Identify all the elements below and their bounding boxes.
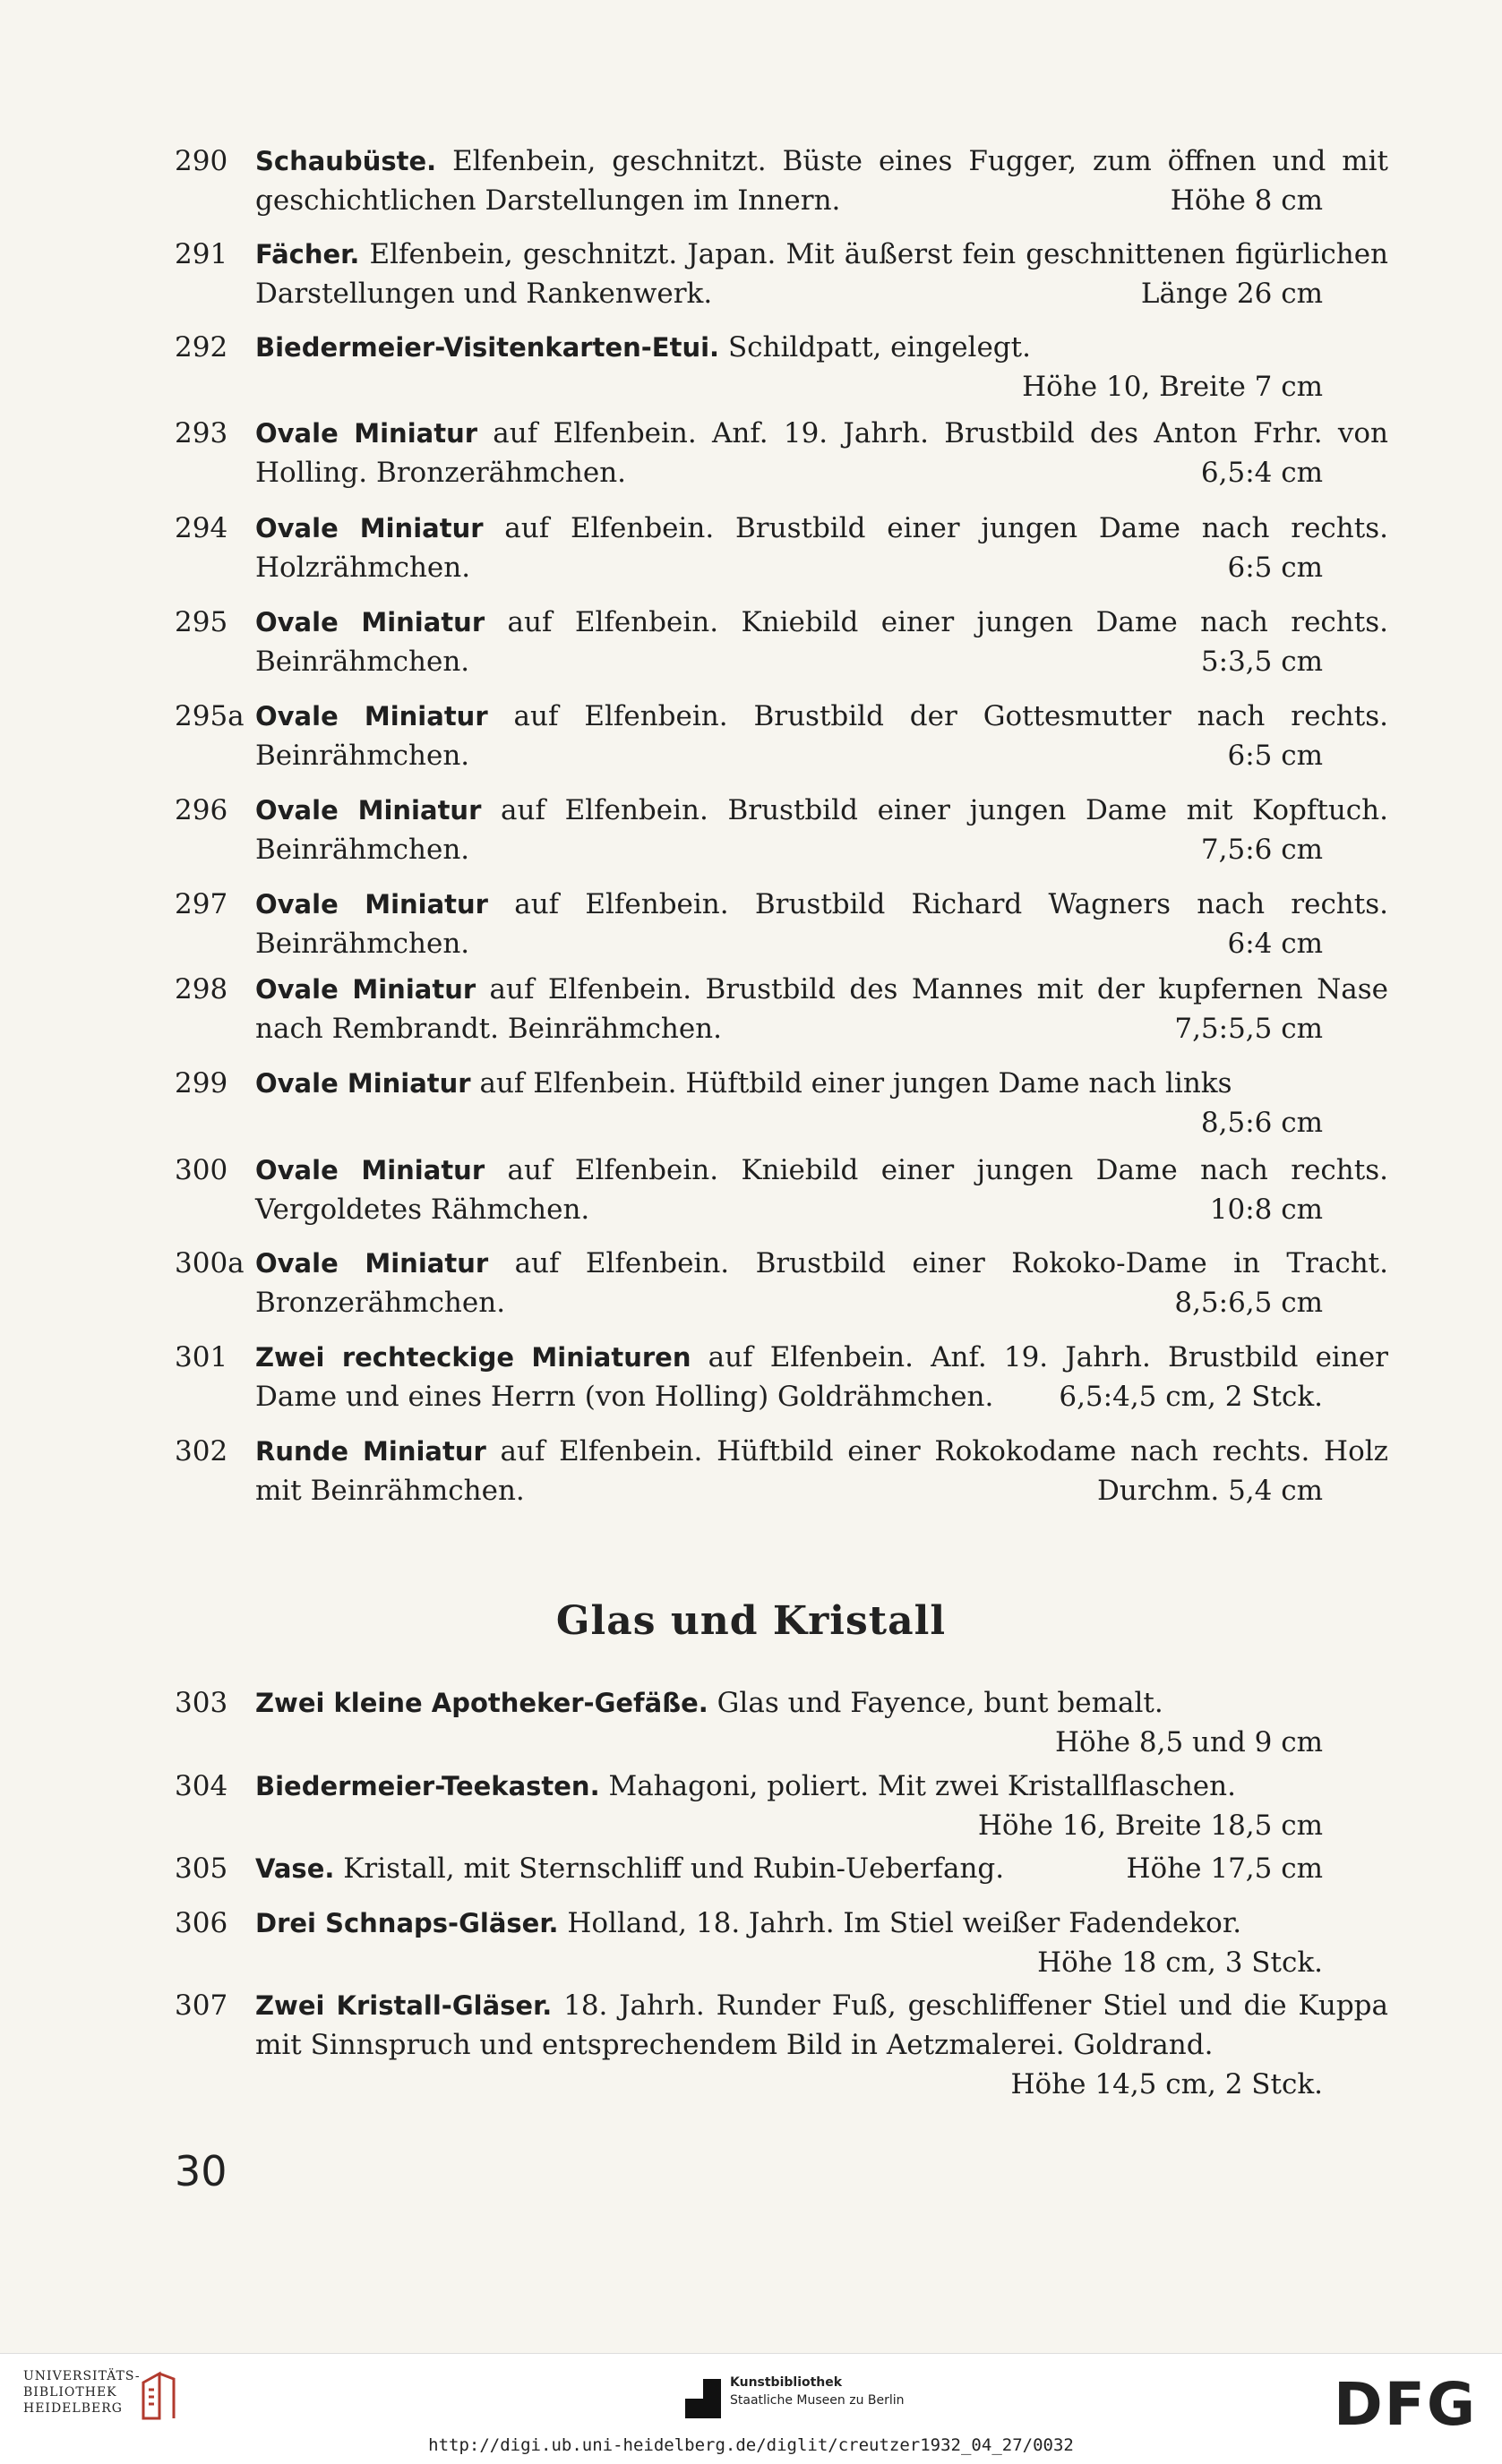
entry-number: 305 xyxy=(175,1852,228,1885)
entry-measure: 6:5 cm xyxy=(1227,552,1323,584)
entry-body: auf Elfenbein. Anf. 19. Jahrh. Brustbild des Anton Frhr. von Holling. Bronzerähmchen. xyxy=(255,417,1388,489)
entry-measure: 8,5:6,5 cm xyxy=(1174,1287,1323,1319)
entry-title: Ovale Miniatur xyxy=(255,795,482,826)
entry-title: Ovale Miniatur xyxy=(255,974,476,1005)
entry-number: 294 xyxy=(175,512,228,544)
kunstbibliothek-emblem-cut xyxy=(685,2379,703,2399)
logo-text: BIBLIOTHEK xyxy=(23,2385,117,2400)
entry-title: Ovale Miniatur xyxy=(255,513,484,543)
kunstbibliothek-logo[interactable] xyxy=(685,2374,918,2427)
entry-measure: Höhe 8 cm xyxy=(1170,184,1323,217)
entry-measure: 6,5:4,5 cm, 2 Stck. xyxy=(1059,1381,1323,1413)
entry-measure: Höhe 14,5 cm, 2 Stck. xyxy=(1010,2068,1323,2100)
entry-body: auf Elfenbein. Anf. 19. Jahrh. Brustbild einer Dame und eines Herrn (von Holling) Goldrähmchen. xyxy=(255,1341,1388,1413)
entry-number: 291 xyxy=(175,238,228,270)
university-library-logo[interactable] xyxy=(23,2368,193,2431)
entry-number: 301 xyxy=(175,1341,228,1373)
entry-number: 296 xyxy=(175,794,228,826)
entry-title: Ovale Miniatur xyxy=(255,889,488,920)
entry-body: Schildpatt, eingelegt. xyxy=(727,331,1031,364)
entry-body: Glas und Fayence, bunt bemalt. xyxy=(717,1687,1163,1719)
entry-title: Ovale Miniatur xyxy=(255,607,485,637)
entry-body: Mahagoni, poliert. Mit zwei Kristallflaschen. xyxy=(608,1770,1236,1802)
entry-number: 295a xyxy=(175,700,245,732)
entry-measure: 10:8 cm xyxy=(1209,1194,1323,1226)
entry-number: 304 xyxy=(175,1770,228,1802)
entry-body: auf Elfenbein. Kniebild einer jungen Dame nach rechts. Vergoldetes Rähmchen. xyxy=(255,1154,1388,1226)
entry-measure: Durchm. 5,4 cm xyxy=(1097,1475,1323,1507)
entry-number: 290 xyxy=(175,145,228,177)
entry-title: Zwei rechteckige Miniaturen xyxy=(255,1342,691,1373)
entry-measure: 6:4 cm xyxy=(1227,928,1323,960)
entry-title: Vase. xyxy=(255,1853,335,1884)
section-heading: Glas und Kristall xyxy=(555,1598,947,1644)
entry-body: auf Elfenbein. Hüftbild einer Rokokodame nach rechts. Holz mit Beinrähmchen. xyxy=(255,1435,1388,1507)
entry-body: auf Elfenbein. Brustbild einer jungen Dame mit Kopftuch. Beinrähmchen. xyxy=(255,794,1388,866)
entry-title: Fächer. xyxy=(255,239,360,270)
entry-measure: 5:3,5 cm xyxy=(1200,646,1323,678)
logo-text: HEIDELBERG xyxy=(23,2401,123,2416)
entry-number: 297 xyxy=(175,888,228,920)
entry-number: 300 xyxy=(175,1154,228,1186)
entry-body: auf Elfenbein. Hüftbild einer jungen Dame nach links xyxy=(479,1067,1232,1099)
entry-body: 18. Jahrh. Runder Fuß, geschliffener Stiel und die Kuppa mit Sinnspruch und entsprechendem Bild in Aetzmalerei. Goldrand. xyxy=(255,1989,1389,2061)
entry-measure: Höhe 10, Breite 7 cm xyxy=(1022,371,1323,403)
entry-title: Ovale Miniatur xyxy=(255,418,478,449)
page-number: 30 xyxy=(175,2147,227,2195)
entry-title: Biedermeier-Visitenkarten-Etui. xyxy=(255,332,720,363)
entry-body: Holland, 18. Jahrh. Im Stiel weißer Fadendekor. xyxy=(567,1907,1242,1939)
entry-title: Schaubüste. xyxy=(255,146,437,176)
entry-number: 306 xyxy=(175,1907,228,1939)
dfg-logo[interactable]: DFG xyxy=(1333,2370,1477,2439)
entry-measure: Höhe 8,5 und 9 cm xyxy=(1055,1726,1323,1758)
entry-body: Elfenbein, geschnitzt. Japan. Mit äußerst fein geschnittenen figürlichen Darstellungen und Rankenwerk. xyxy=(255,238,1388,310)
entry-body: Kristall, mit Sternschliff und Rubin-Ueberfang. xyxy=(343,1852,1005,1885)
entry-number: 293 xyxy=(175,417,228,449)
entry-body: auf Elfenbein. Brustbild Richard Wagners nach rechts. Beinrähmchen. xyxy=(255,888,1388,960)
entry-number: 295 xyxy=(175,606,228,638)
entry-number: 292 xyxy=(175,331,228,364)
logo-text: Kunstbibliothek xyxy=(730,2375,843,2390)
entry-title: Ovale Miniatur xyxy=(255,1155,485,1185)
entry-body: auf Elfenbein. Brustbild der Gottesmutter nach rechts. Beinrähmchen. xyxy=(255,700,1388,772)
library-emblem-icon xyxy=(138,2370,179,2422)
entry-measure: Höhe 16, Breite 18,5 cm xyxy=(977,1810,1323,1842)
entry-body: Elfenbein, geschnitzt. Büste eines Fugger, zum öffnen und mit geschichtlichen Darstellungen im Innern. xyxy=(255,145,1388,217)
entry-title: Ovale Miniatur xyxy=(255,1248,489,1279)
entry-number: 300a xyxy=(175,1247,245,1279)
entry-title: Zwei Kristall-Gläser. xyxy=(255,1990,553,2021)
footer-bar xyxy=(0,2353,1502,2464)
entry-measure: Höhe 18 cm, 3 Stck. xyxy=(1037,1946,1323,1979)
entry-number: 299 xyxy=(175,1067,228,1099)
entry-number: 303 xyxy=(175,1687,228,1719)
entry-title: Biedermeier-Teekasten. xyxy=(255,1771,600,1801)
entry-title: Ovale Miniatur xyxy=(255,1068,471,1099)
entry-measure: 7,5:5,5 cm xyxy=(1174,1013,1323,1045)
entry-title: Runde Miniatur xyxy=(255,1436,486,1467)
entry-title: Zwei kleine Apotheker-Gefäße. xyxy=(255,1688,708,1718)
logo-text: UNIVERSITÄTS- xyxy=(23,2369,141,2383)
entry-measure: 8,5:6 cm xyxy=(1200,1107,1323,1139)
entry-title: Drei Schnaps-Gläser. xyxy=(255,1908,559,1938)
entry-title: Ovale Miniatur xyxy=(255,701,488,732)
entry-number: 307 xyxy=(175,1989,228,2022)
entry-body: auf Elfenbein. Brustbild einer Rokoko-Dame in Tracht. Bronzerähmchen. xyxy=(255,1247,1388,1319)
entry-number: 302 xyxy=(175,1435,228,1467)
entry-measure: 6,5:4 cm xyxy=(1200,457,1323,489)
entry-measure: 6:5 cm xyxy=(1227,740,1323,772)
entry-number: 298 xyxy=(175,973,228,1005)
entry-measure: Länge 26 cm xyxy=(1140,278,1323,310)
entry-measure: Höhe 17,5 cm xyxy=(1126,1852,1323,1885)
entry-body: auf Elfenbein. Brustbild einer jungen Dame nach rechts. Holzrähmchen. xyxy=(255,512,1388,584)
entry-body: auf Elfenbein. Kniebild einer jungen Dame nach rechts. Beinrähmchen. xyxy=(255,606,1388,678)
logo-text: Staatliche Museen zu Berlin xyxy=(730,2393,905,2408)
permalink-url[interactable]: http://digi.ub.uni-heidelberg.de/diglit/creutzer1932_04_27/0032 xyxy=(428,2435,1074,2455)
entry-body: auf Elfenbein. Brustbild des Mannes mit der kupfernen Nase nach Rembrandt. Beinrähmchen. xyxy=(255,973,1388,1045)
entry-measure: 7,5:6 cm xyxy=(1200,834,1323,866)
